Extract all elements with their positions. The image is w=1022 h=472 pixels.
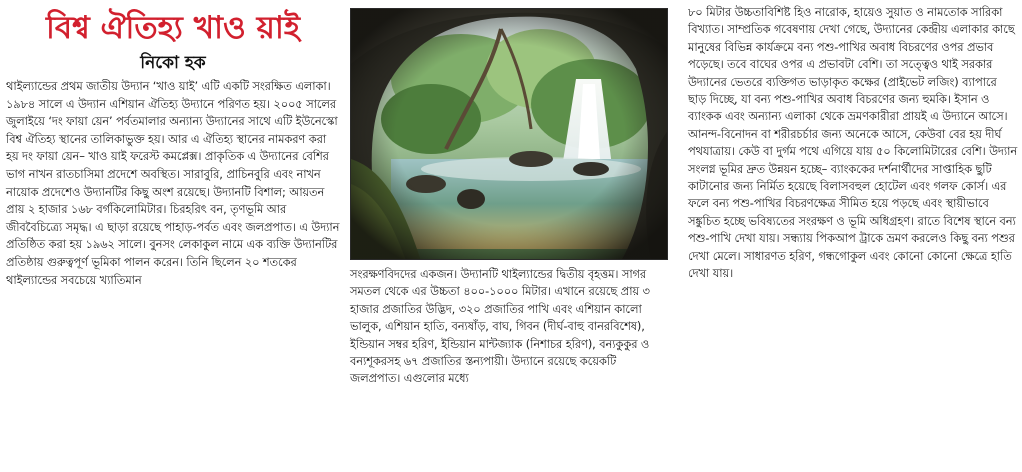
article-column-2 bbox=[350, 0, 668, 388]
cave-waterfall-photo bbox=[350, 8, 668, 260]
body-text-column-1: থাইল্যান্ডের প্রথম জাতীয় উদ্যান ‘খাও য়াই’ এটি একটি সংরক্ষিত এলাকা। ১৯৮৪ সালে এ উদ্যান এশিয়ান ঐতিহ্য উদ্যানে পরিণত হয়। ২০০৫ সালের জুলাইয়ে ‘দং ফায়া য়েন’ পর্বতমালার অন্যান্য উদ্যানের সাথে এটি ইউনেস্কো বিশ্ব ঐতিহ্য স্থানের তালিকাভুক্ত হয়। আর এ ঐতিহ্য স্থানের নামকরণ করা হয় দং ফায়া য়েন– খাও য়াই ফরেস্ট কমপ্লেক্স। প্রাকৃতিক এ উদ্যানের বেশির ভাগ নাখন রাতচাসিমা প্রদেশে অবস্থিত। সারাবুরি, প্রাচিনবুরি এবং নাখন নায়োক প্রদেশেও উদ্যানটির কিছু অংশ রয়েছে। উদ্যানটি বিশাল; আয়তন প্রায় ২ হাজার ১৬৮ বর্গকিলোমিটার। চিরহরিৎ বন, তৃণভূমি আর জীববৈচিত্র্যে সমৃদ্ধ। এ ছাড়া রয়েছে পাহাড়-পর্বত এবং জলপ্রপাত। এ উদ্যান প্রতিষ্ঠিত করা হয় ১৯৬২ সালে। বুনসং লেকাকুল নামে এক ব্যক্তি উদ্যানটির প্রতিষ্ঠায় গুরুত্বপূর্ণ ভূমিকা পালন করেন। তিনি ছিলেন ২০ শতকের থাইল্যান্ডের সবচেয়ে খ্যাতিমান bbox=[6, 79, 340, 287]
article-column-1 bbox=[6, 0, 340, 289]
article-column-3 bbox=[688, 0, 1018, 283]
headline: বিশ্ব ঐতিহ্য খাও য়াই bbox=[45, 10, 301, 46]
body-text-column-2: সংরক্ষণবিদদের একজন। উদ্যানটি থাইল্যান্ডের দ্বিতীয় বৃহত্তম। সাগর সমতল থেকে এর উচ্চতা ৪০০-১০০০ মিটার। এখানে রয়েছে প্রায় ৩ হাজার প্রজাতির উদ্ভিদ, ৩২০ প্রজাতির পাখি এবং এশিয়ান কালো ভালুক, এশিয়ান হাতি, বন্যষাঁড়, বাঘ, গিবন (দীর্ঘ-বাহু বানরবিশেষ), ইন্ডিয়ান সম্বর হরিণ, ইন্ডিয়ান মান্টজ্যাক (নিশাচর হরিণ), বন্যকুকুর ও বন্যশূকরসহ ৬৭ প্রজাতির স্তন্যপায়ী। উদ্যানে রয়েছে কয়েকটি জলপ্রপাত। এগুলোর মধ্যে bbox=[350, 267, 650, 386]
author-byline: নিকো হক bbox=[140, 53, 206, 73]
body-text-column-3: ৮০ মিটার উচ্চতাবিশিষ্ট হিও নারোক, হায়েও সুয়াত ও নামতোক সারিকা বিখ্যাত। সাম্প্রতিক গবেষণায় দেখা গেছে, উদ্যানের কেন্দ্রীয় এলাকার কাছে মানুষের বিভিন্ন কার্যক্রমে বন্য পশু-পাখির অবাধ বিচরণের ওপর প্রভাব পড়েছে। তবে বাঘের ওপর এ প্রভাবটা বেশি। তা সত্ত্বেও থাই সরকার উদ্যানের ভেতরে ব্যক্তিগত ভাড়াকৃত কক্ষের (প্রাইভেট লজিং) ব্যাপারে ছাড় দিচ্ছে, যা বন্য পশু-পাখির অবাধ বিচরণের জন্য হুমকি। ইসান ও ব্যাংকক এবং অন্যান্য এলাকা থেকে ভ্রমণকারীরা প্রায়ই এ উদ্যানে আসে। আনন্দ-বিনোদন বা শরীরচর্চার জন্য অনেকে আসে, কেউবা বের হয় দীর্ঘ পথযাত্রায়। কেউ বা দুর্গম পথে এগিয়ে যায় ৫০ কিলোমিটারের বেশি। উদ্যান সংলগ্ন ভূমির দ্রুত উন্নয়ন হচ্ছে– ব্যাংককের দর্শনার্থীদের সাপ্তাহিক ছুটি কাটানোর জন্য নির্মিত হয়েছে বিলাসবহুল হোটেল এবং গলফ কোর্স। এর ফলে বন্য পশু-পাখির বিচরণক্ষেত্র সীমিত হয়ে পড়ছে এবং স্থায়ীভাবে সঙ্কুচিত হচ্ছে ভবিষ্যতের সংরক্ষণ ও ভূমি অধিগ্রহণ। রাতে বিশেষ স্থানে বন্য পশু-পাখি দেখা যায়। সন্ধ্যায় পিকআপ ট্রাকে ভ্রমণ করলেও কিছু বন্য পশুর দেখা মেলে। সাধারণত হরিণ, গন্ধগোকুল এবং কোনো কোনো ক্ষেত্রে হাতি দেখা যায়। bbox=[688, 5, 1018, 281]
